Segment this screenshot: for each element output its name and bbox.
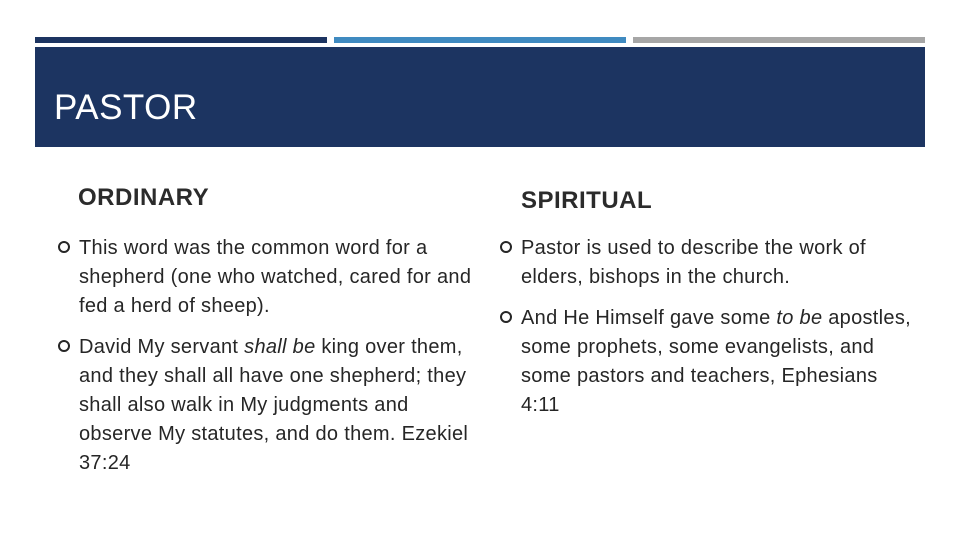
right-bullet-list [500,234,920,420]
bullet-text-italic: to be [776,307,823,329]
right-column-heading: SPIRITUAL [521,187,653,214]
list-item [500,234,920,292]
circle-bullet-icon [58,241,70,253]
slide-title: PASTOR [54,88,198,127]
bullet-text-start: And He Himself gave some [521,307,777,329]
bullet-text: Pastor is used to describe the work of elders, bishops in the church. [521,237,866,288]
left-column-heading: ORDINARY [78,184,210,211]
left-bullet-list [58,234,478,478]
bullet-text-start: David My servant [79,336,245,358]
circle-bullet-icon [58,340,70,352]
bullet-text-end: king over them, and they shall all have one shepherd; they shall also walk in My judgments and observe My statutes, and do them. Ezekiel 37:24 [79,336,469,474]
accent-bar-gray [633,37,925,43]
circle-bullet-icon [500,241,512,253]
list-item [58,234,478,321]
list-item [500,304,920,420]
bullet-text: This word was the common word for a shepherd (one who watched, cared for and fed a herd of sheep). [79,237,472,317]
bullet-text-end: apostles, some prophets, some evangelists, and some pastors and teachers, Ephesians 4:11 [521,307,911,416]
accent-bar-dark [35,37,327,43]
bullet-text-italic: shall be [244,336,316,358]
accent-bar-blue [334,37,626,43]
list-item [58,333,478,478]
circle-bullet-icon [500,311,512,323]
